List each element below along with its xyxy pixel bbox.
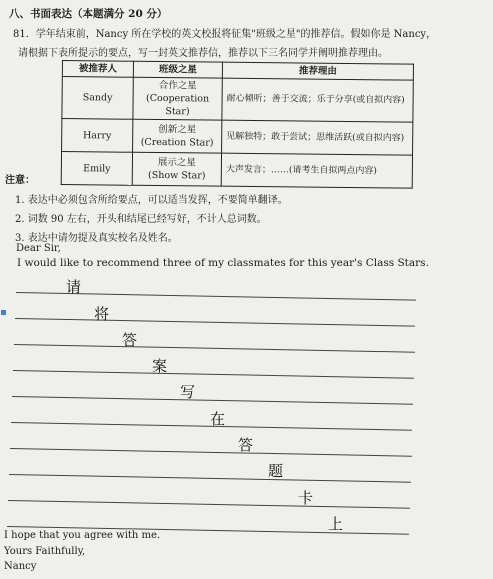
table-row [62,119,413,156]
writing-line [9,474,411,483]
letter-intro: I would like to recommend three of my classmates for this year's Class Stars. [17,257,429,269]
letter-complimentary-close: Yours Faithfully, [4,546,86,557]
letter-signature: Nancy [4,561,37,572]
class-star [133,119,222,153]
answer-char: 将 [94,305,110,323]
header-class-star: 班级之星 [133,61,222,78]
note-item: 3. 表达中请勿提及真实校名及姓名。 [15,233,178,244]
class-star [132,152,221,186]
answer-char: 写 [180,383,196,401]
writing-line [8,500,410,509]
star-en: (Creation Star) [140,136,214,149]
table-row [61,152,412,189]
question-text-line-1: 81．学年结束前，Nancy 所在学校的英文校报将征集"班级之星"的推荐信。假如你是 Nancy， [13,29,437,40]
nominee-name: Emily [61,152,132,186]
notes-title: 注意： [5,175,35,186]
answer-char: 上 [328,515,344,533]
question-text-line-2: 请根据下表所提示的要点，写一封英文推荐信，推荐以下三名同学并阐明推荐理由。 [18,48,388,59]
reason-cell: 大声发言；……(请考生自拟两点内容) [221,153,412,188]
recommendation-table [61,60,414,189]
note-item: 1. 表达中必须包含所给要点，可以适当发挥，不要简单翻译。 [15,195,288,206]
answer-char: 在 [210,410,226,428]
reason-cell: 耐心倾听；善于交流；乐于分享(或自拟内容) [222,78,413,122]
nominee-name: Harry [62,119,133,153]
nominee-name: Sandy [62,77,133,120]
header-nominee: 被推荐人 [62,61,133,78]
star-en: (Show Star) [148,169,206,182]
class-star [133,77,222,120]
scan-marker-icon [1,310,6,315]
writing-line [15,318,415,327]
star-cn: 展示之星 [157,157,196,169]
answer-char: 案 [152,357,168,375]
star-en: (Cooperation Star) [146,92,210,118]
answer-char: 题 [268,462,284,480]
letter-salutation: Dear Sir, [16,243,61,254]
section-title: 八、书面表达（本题满分 20 分） [9,8,168,20]
writing-line [13,370,414,379]
answer-char: 请 [66,278,82,296]
star-cn: 合作之星 [158,80,197,92]
writing-line [14,344,415,353]
writing-line [12,396,413,405]
header-reason: 推荐理由 [222,62,413,80]
star-cn: 创新之星 [158,124,197,136]
table-row [62,77,413,123]
answer-char: 卡 [298,489,314,507]
answer-char: 答 [238,436,254,454]
reason-cell: 见解独特；敢于尝试；思维活跃(或自拟内容) [222,120,413,155]
note-item: 2. 词数 90 左右，开头和结尾已经写好，不计人总词数。 [15,214,267,225]
letter-closing-line: I hope that you agree with me. [4,530,161,541]
writing-line [10,448,412,457]
answer-char: 答 [122,331,138,349]
